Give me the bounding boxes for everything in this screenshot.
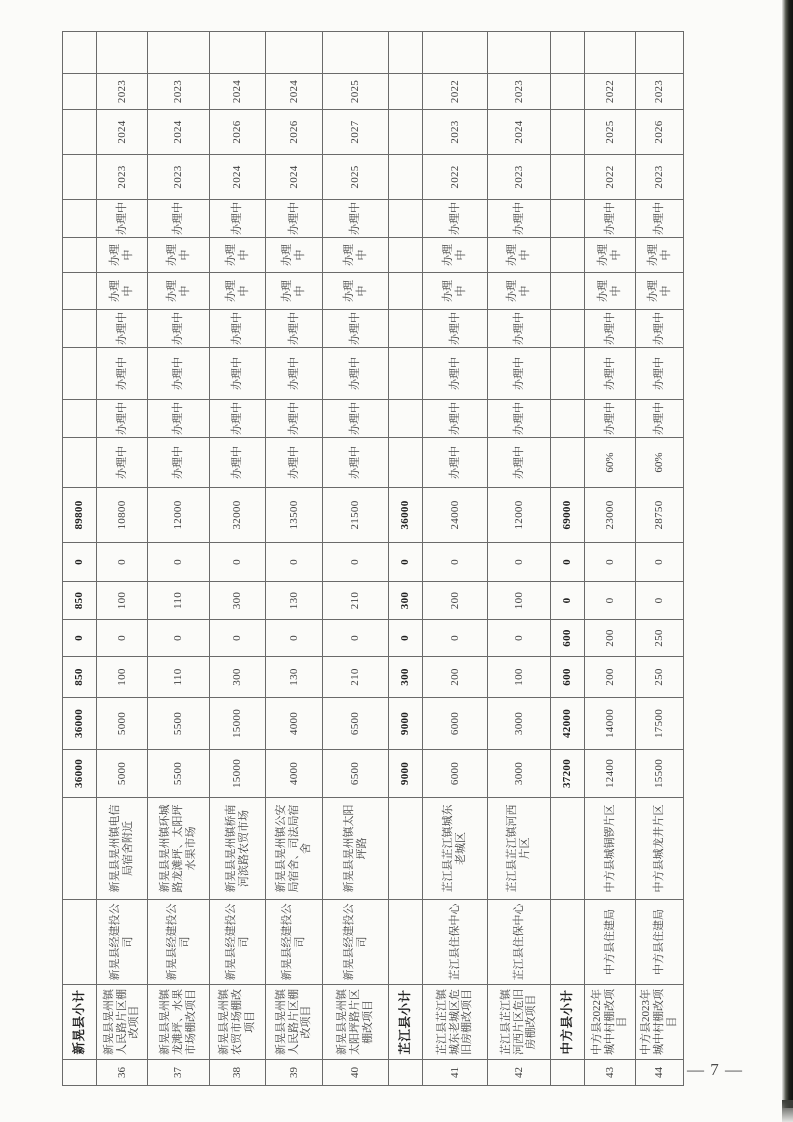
cell-s5: 办理中 xyxy=(423,273,488,310)
cell-v3: 130 xyxy=(266,657,323,698)
cell-v6: 0 xyxy=(585,543,636,582)
cell-name: 新晃县晃州镇太阳坪路片区棚改项目 xyxy=(323,985,389,1060)
cell-s4 xyxy=(389,310,423,348)
cell-v3: 110 xyxy=(148,657,210,698)
cell-company xyxy=(63,900,97,985)
cell-s7: 办理中 xyxy=(323,200,389,238)
cell-s1: 办理中 xyxy=(148,438,210,488)
cell-empty xyxy=(210,32,266,74)
cell-s3 xyxy=(551,348,585,400)
cell-v1: 6500 xyxy=(323,750,389,798)
cell-y1 xyxy=(551,155,585,200)
cell-s4: 办理中 xyxy=(266,310,323,348)
cell-no: 37 xyxy=(148,1060,210,1086)
table-row xyxy=(97,32,148,1086)
cell-s7: 办理中 xyxy=(97,200,148,238)
cell-no: 38 xyxy=(210,1060,266,1086)
cell-s3: 办理中 xyxy=(636,348,684,400)
cell-v6: 0 xyxy=(423,543,488,582)
cell-v4: 0 xyxy=(266,620,323,657)
cell-v5: 850 xyxy=(63,582,97,620)
table-row xyxy=(585,32,636,1086)
cell-y1: 2022 xyxy=(585,155,636,200)
cell-v2: 17500 xyxy=(636,698,684,750)
table-row xyxy=(488,32,551,1086)
cell-v4: 250 xyxy=(636,620,684,657)
cell-y3: 2023 xyxy=(97,74,148,110)
cell-s7 xyxy=(63,200,97,238)
cell-company: 中方县住建局 xyxy=(636,900,684,985)
cell-y2 xyxy=(63,110,97,155)
cell-y2: 2026 xyxy=(210,110,266,155)
cell-v6: 0 xyxy=(323,543,389,582)
cell-s2: 办理中 xyxy=(97,400,148,438)
cell-location xyxy=(551,798,585,900)
cell-v6: 0 xyxy=(636,543,684,582)
cell-v5: 210 xyxy=(323,582,389,620)
table-row xyxy=(63,32,97,1086)
cell-v4: 0 xyxy=(323,620,389,657)
cell-y2: 2024 xyxy=(488,110,551,155)
table-row xyxy=(323,32,389,1086)
cell-s5 xyxy=(389,273,423,310)
cell-empty xyxy=(585,32,636,74)
cell-empty xyxy=(551,32,585,74)
cell-v7: 24000 xyxy=(423,488,488,543)
cell-v2: 42000 xyxy=(551,698,585,750)
cell-s4 xyxy=(63,310,97,348)
cell-v7: 21500 xyxy=(323,488,389,543)
rotated-table-container xyxy=(62,31,684,1086)
cell-s5: 办理中 xyxy=(323,273,389,310)
cell-y3: 2022 xyxy=(423,74,488,110)
cell-s2 xyxy=(551,400,585,438)
cell-v4: 0 xyxy=(389,620,423,657)
cell-s5 xyxy=(551,273,585,310)
cell-v2: 9000 xyxy=(389,698,423,750)
cell-s4: 办理中 xyxy=(148,310,210,348)
cell-v5: 100 xyxy=(97,582,148,620)
cell-company: 新晃县经建投公司 xyxy=(323,900,389,985)
cell-location: 新晃县晃州镇桥南河滨路农贸市场 xyxy=(210,798,266,900)
cell-v1: 15500 xyxy=(636,750,684,798)
cell-empty xyxy=(63,32,97,74)
cell-v6: 0 xyxy=(389,543,423,582)
cell-v6: 0 xyxy=(148,543,210,582)
cell-v4: 0 xyxy=(148,620,210,657)
cell-v5: 300 xyxy=(389,582,423,620)
cell-location: 新晃县晃州镇公安局宿舍、司法局宿舍 xyxy=(266,798,323,900)
cell-location: 新晃县晃州镇环城路龙滩坪、太阳坪水果市场 xyxy=(148,798,210,900)
cell-y1: 2023 xyxy=(97,155,148,200)
cell-s5: 办理中 xyxy=(266,273,323,310)
cell-s1 xyxy=(551,438,585,488)
cell-v1: 3000 xyxy=(488,750,551,798)
cell-y3: 2025 xyxy=(323,74,389,110)
cell-s3: 办理中 xyxy=(423,348,488,400)
cell-s7 xyxy=(551,200,585,238)
cell-s7: 办理中 xyxy=(488,200,551,238)
cell-y2 xyxy=(551,110,585,155)
cell-s6: 办理中 xyxy=(210,238,266,273)
cell-y1: 2023 xyxy=(636,155,684,200)
cell-v5: 0 xyxy=(551,582,585,620)
cell-v4: 0 xyxy=(423,620,488,657)
table-row xyxy=(636,32,684,1086)
cell-v2: 15000 xyxy=(210,698,266,750)
cell-s4: 办理中 xyxy=(97,310,148,348)
cell-s2: 办理中 xyxy=(488,400,551,438)
cell-s1: 办理中 xyxy=(266,438,323,488)
cell-s4: 办理中 xyxy=(585,310,636,348)
cell-v7: 36000 xyxy=(389,488,423,543)
cell-s1: 办理中 xyxy=(97,438,148,488)
cell-y2: 2026 xyxy=(636,110,684,155)
cell-s1 xyxy=(389,438,423,488)
cell-name: 芷江县芷江镇河西片区危旧房棚改项目 xyxy=(488,985,551,1060)
cell-no xyxy=(63,1060,97,1086)
cell-s6: 办理中 xyxy=(423,238,488,273)
cell-y3: 2024 xyxy=(266,74,323,110)
cell-v4: 600 xyxy=(551,620,585,657)
cell-s2: 办理中 xyxy=(585,400,636,438)
cell-empty xyxy=(423,32,488,74)
cell-y2: 2025 xyxy=(585,110,636,155)
cell-y2: 2024 xyxy=(148,110,210,155)
table-row xyxy=(266,32,323,1086)
cell-s5: 办理中 xyxy=(210,273,266,310)
cell-y3 xyxy=(551,74,585,110)
cell-s7: 办理中 xyxy=(266,200,323,238)
cell-s2: 办理中 xyxy=(266,400,323,438)
cell-v5: 110 xyxy=(148,582,210,620)
cell-s5: 办理中 xyxy=(636,273,684,310)
cell-s6: 办理中 xyxy=(266,238,323,273)
cell-v4: 0 xyxy=(97,620,148,657)
cell-name: 芷江县芷江镇城东老城区危旧房棚改项目 xyxy=(423,985,488,1060)
cell-v7: 32000 xyxy=(210,488,266,543)
cell-name: 新晃县晃州镇人民路片区棚改项目 xyxy=(97,985,148,1060)
cell-no: 41 xyxy=(423,1060,488,1086)
cell-name: 新晃县晃州镇人民路片区棚改项目 xyxy=(266,985,323,1060)
cell-s2 xyxy=(63,400,97,438)
cell-company: 新晃县经建投公司 xyxy=(210,900,266,985)
cell-empty xyxy=(97,32,148,74)
cell-no: 43 xyxy=(585,1060,636,1086)
cell-s5: 办理中 xyxy=(148,273,210,310)
cell-v5: 0 xyxy=(636,582,684,620)
cell-s1 xyxy=(63,438,97,488)
cell-s4: 办理中 xyxy=(488,310,551,348)
cell-v2: 6500 xyxy=(323,698,389,750)
cell-y3: 2023 xyxy=(148,74,210,110)
cell-y1 xyxy=(389,155,423,200)
cell-v1: 5000 xyxy=(97,750,148,798)
cell-y2 xyxy=(389,110,423,155)
cell-v1: 37200 xyxy=(551,750,585,798)
cell-v3: 850 xyxy=(63,657,97,698)
cell-v1: 9000 xyxy=(389,750,423,798)
cell-v6: 0 xyxy=(97,543,148,582)
cell-name: 新晃县晃州镇龙滩坪、水果市场棚改项目 xyxy=(148,985,210,1060)
cell-s6 xyxy=(63,238,97,273)
cell-y3: 2023 xyxy=(488,74,551,110)
cell-location: 中方县城铜锣片区 xyxy=(585,798,636,900)
cell-v2: 5000 xyxy=(97,698,148,750)
cell-empty xyxy=(636,32,684,74)
cell-v7: 23000 xyxy=(585,488,636,543)
cell-v1: 5500 xyxy=(148,750,210,798)
cell-v1: 12400 xyxy=(585,750,636,798)
cell-v6: 0 xyxy=(551,543,585,582)
cell-location: 芷江县芷江镇城东老城区 xyxy=(423,798,488,900)
table-row xyxy=(551,32,585,1086)
cell-v4: 0 xyxy=(63,620,97,657)
cell-s7: 办理中 xyxy=(148,200,210,238)
page-number: — 7 — xyxy=(687,1060,743,1079)
cell-v2: 3000 xyxy=(488,698,551,750)
cell-empty xyxy=(323,32,389,74)
cell-company: 芷江县住保中心 xyxy=(488,900,551,985)
table-row xyxy=(210,32,266,1086)
cell-v7: 28750 xyxy=(636,488,684,543)
scan-edge-shadow-fade xyxy=(782,1100,793,1122)
table-row xyxy=(423,32,488,1086)
table-row xyxy=(148,32,210,1086)
cell-company: 中方县住建局 xyxy=(585,900,636,985)
cell-s4: 办理中 xyxy=(636,310,684,348)
scan-edge-shadow xyxy=(782,0,793,1108)
cell-v3: 250 xyxy=(636,657,684,698)
cell-v2: 36000 xyxy=(63,698,97,750)
cell-s5 xyxy=(63,273,97,310)
cell-company xyxy=(389,900,423,985)
cell-y3: 2024 xyxy=(210,74,266,110)
cell-y1: 2024 xyxy=(266,155,323,200)
cell-y1: 2023 xyxy=(148,155,210,200)
cell-empty xyxy=(148,32,210,74)
cell-v3: 300 xyxy=(210,657,266,698)
cell-no: 44 xyxy=(636,1060,684,1086)
cell-s6: 办理中 xyxy=(148,238,210,273)
table-body xyxy=(63,32,684,1086)
cell-company: 新晃县经建投公司 xyxy=(266,900,323,985)
cell-y1 xyxy=(63,155,97,200)
cell-v2: 4000 xyxy=(266,698,323,750)
cell-v7: 13500 xyxy=(266,488,323,543)
cell-company: 新晃县经建投公司 xyxy=(148,900,210,985)
projects-table xyxy=(62,31,684,1086)
cell-y1: 2023 xyxy=(488,155,551,200)
cell-v5: 100 xyxy=(488,582,551,620)
cell-y3 xyxy=(389,74,423,110)
cell-s5: 办理中 xyxy=(585,273,636,310)
cell-name: 新晃县小计 xyxy=(63,985,97,1060)
cell-s7: 办理中 xyxy=(636,200,684,238)
cell-s1: 办理中 xyxy=(323,438,389,488)
cell-location xyxy=(63,798,97,900)
cell-v3: 200 xyxy=(585,657,636,698)
cell-no xyxy=(389,1060,423,1086)
cell-v6: 0 xyxy=(210,543,266,582)
cell-y2: 2027 xyxy=(323,110,389,155)
cell-s7: 办理中 xyxy=(210,200,266,238)
cell-v5: 300 xyxy=(210,582,266,620)
cell-v3: 300 xyxy=(389,657,423,698)
cell-v1: 36000 xyxy=(63,750,97,798)
table-row xyxy=(389,32,423,1086)
cell-s3 xyxy=(389,348,423,400)
cell-no: 42 xyxy=(488,1060,551,1086)
cell-y3: 2022 xyxy=(585,74,636,110)
cell-s7 xyxy=(389,200,423,238)
cell-no: 36 xyxy=(97,1060,148,1086)
cell-name: 中方县小计 xyxy=(551,985,585,1060)
cell-s5: 办理中 xyxy=(97,273,148,310)
cell-v1: 15000 xyxy=(210,750,266,798)
cell-v7: 12000 xyxy=(488,488,551,543)
cell-s6: 办理中 xyxy=(636,238,684,273)
cell-s3: 办理中 xyxy=(323,348,389,400)
cell-s4 xyxy=(551,310,585,348)
cell-v4: 200 xyxy=(585,620,636,657)
cell-s3: 办理中 xyxy=(210,348,266,400)
cell-v2: 5500 xyxy=(148,698,210,750)
cell-name: 芷江县小计 xyxy=(389,985,423,1060)
cell-no xyxy=(551,1060,585,1086)
cell-v7: 12000 xyxy=(148,488,210,543)
cell-s2: 办理中 xyxy=(210,400,266,438)
cell-v7: 89800 xyxy=(63,488,97,543)
cell-y1: 2025 xyxy=(323,155,389,200)
cell-y3 xyxy=(63,74,97,110)
cell-company xyxy=(551,900,585,985)
cell-s4: 办理中 xyxy=(423,310,488,348)
cell-no: 39 xyxy=(266,1060,323,1086)
cell-s2: 办理中 xyxy=(636,400,684,438)
cell-v2: 6000 xyxy=(423,698,488,750)
cell-s6: 办理中 xyxy=(488,238,551,273)
cell-v2: 14000 xyxy=(585,698,636,750)
cell-y2: 2023 xyxy=(423,110,488,155)
cell-s2: 办理中 xyxy=(423,400,488,438)
cell-s3: 办理中 xyxy=(488,348,551,400)
cell-s1: 60% xyxy=(636,438,684,488)
cell-name: 中方县2023年城中村棚改项目 xyxy=(636,985,684,1060)
cell-empty xyxy=(389,32,423,74)
cell-s5: 办理中 xyxy=(488,273,551,310)
cell-y1: 2024 xyxy=(210,155,266,200)
cell-y2: 2026 xyxy=(266,110,323,155)
cell-y2: 2024 xyxy=(97,110,148,155)
cell-s2 xyxy=(389,400,423,438)
cell-s3: 办理中 xyxy=(266,348,323,400)
cell-s6 xyxy=(389,238,423,273)
cell-location: 中方县城龙井片区 xyxy=(636,798,684,900)
cell-v4: 0 xyxy=(210,620,266,657)
cell-y3: 2023 xyxy=(636,74,684,110)
cell-location: 新晃县晃州镇电信局宿舍附近 xyxy=(97,798,148,900)
cell-s1: 60% xyxy=(585,438,636,488)
cell-v3: 600 xyxy=(551,657,585,698)
cell-v3: 100 xyxy=(97,657,148,698)
cell-name: 中方县2022年城中村棚改项目 xyxy=(585,985,636,1060)
cell-v6: 0 xyxy=(488,543,551,582)
cell-v7: 69000 xyxy=(551,488,585,543)
cell-v1: 6000 xyxy=(423,750,488,798)
cell-s6: 办理中 xyxy=(585,238,636,273)
cell-s6: 办理中 xyxy=(97,238,148,273)
cell-v6: 0 xyxy=(266,543,323,582)
cell-name: 新晃县晃州镇农贸市场棚改项目 xyxy=(210,985,266,1060)
cell-s7: 办理中 xyxy=(423,200,488,238)
cell-s4: 办理中 xyxy=(323,310,389,348)
cell-company: 新晃县经建投公司 xyxy=(97,900,148,985)
cell-s6: 办理中 xyxy=(323,238,389,273)
cell-v5: 200 xyxy=(423,582,488,620)
cell-location: 新晃县晃州镇太阳坪路 xyxy=(323,798,389,900)
cell-empty xyxy=(266,32,323,74)
cell-company: 芷江县住保中心 xyxy=(423,900,488,985)
cell-location xyxy=(389,798,423,900)
cell-location: 芷江县芷江镇河西片区 xyxy=(488,798,551,900)
cell-v4: 0 xyxy=(488,620,551,657)
cell-s3: 办理中 xyxy=(585,348,636,400)
cell-s2: 办理中 xyxy=(148,400,210,438)
cell-v3: 210 xyxy=(323,657,389,698)
cell-v1: 4000 xyxy=(266,750,323,798)
cell-s3: 办理中 xyxy=(148,348,210,400)
cell-s7: 办理中 xyxy=(585,200,636,238)
cell-v3: 100 xyxy=(488,657,551,698)
cell-s1: 办理中 xyxy=(423,438,488,488)
cell-v7: 10800 xyxy=(97,488,148,543)
cell-s1: 办理中 xyxy=(210,438,266,488)
cell-empty xyxy=(488,32,551,74)
cell-s6 xyxy=(551,238,585,273)
cell-v3: 200 xyxy=(423,657,488,698)
cell-s4: 办理中 xyxy=(210,310,266,348)
cell-s3: 办理中 xyxy=(97,348,148,400)
cell-s2: 办理中 xyxy=(323,400,389,438)
cell-v6: 0 xyxy=(63,543,97,582)
cell-v5: 0 xyxy=(585,582,636,620)
cell-v5: 130 xyxy=(266,582,323,620)
cell-s3 xyxy=(63,348,97,400)
cell-s1: 办理中 xyxy=(488,438,551,488)
cell-y1: 2022 xyxy=(423,155,488,200)
cell-no: 40 xyxy=(323,1060,389,1086)
